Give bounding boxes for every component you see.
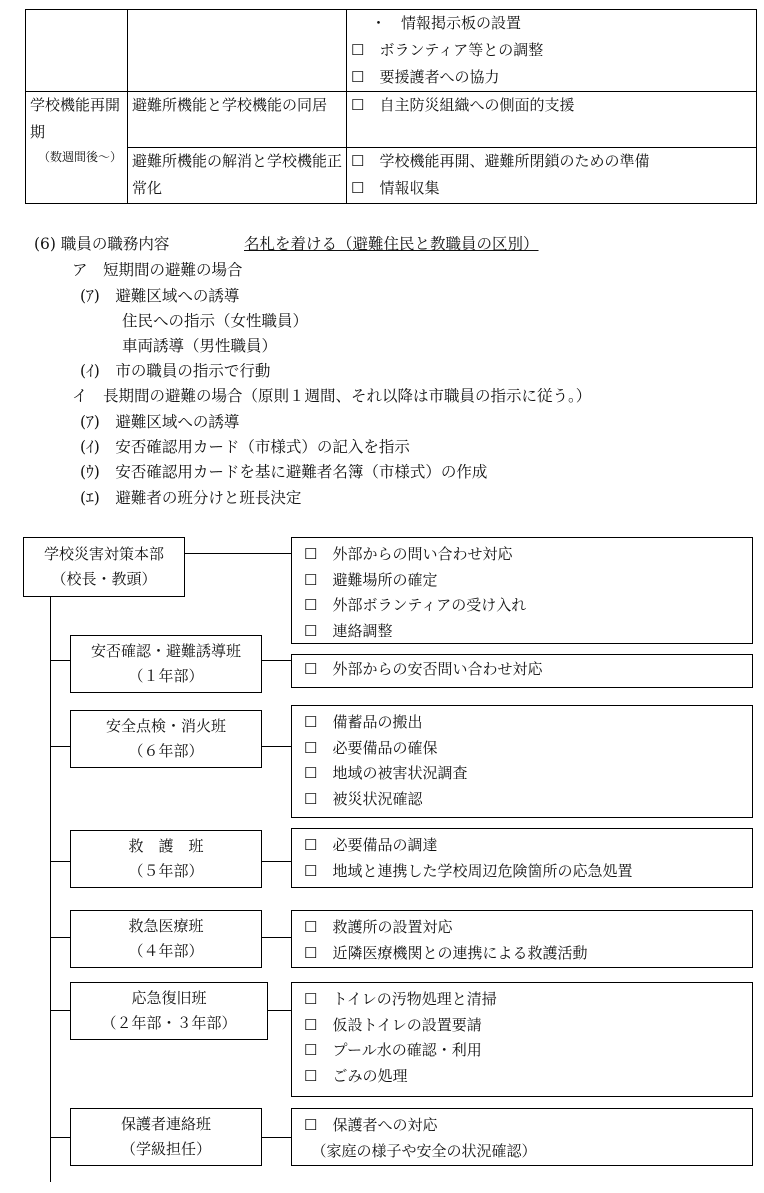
task-label: 避難所機能と学校機能の同居 <box>132 96 328 114</box>
task-item: ☐ 必要備品の調達 <box>304 836 438 854</box>
task-cell <box>128 92 347 148</box>
connector-line <box>50 746 70 747</box>
unit-name: 安全点検・消火班 <box>105 717 226 735</box>
unit-tasks-box <box>291 1108 753 1166</box>
phase-label: 学校機能再開期 <box>30 96 121 141</box>
task-item: ☐ 連絡調整 <box>304 621 393 640</box>
unit-tasks-box <box>291 705 753 818</box>
list-item: (ｲ) 安否確認用カード（市様式）の記入を指示 <box>80 438 410 456</box>
unit-tasks-box <box>291 828 753 888</box>
connector-line <box>50 660 70 661</box>
unit-name: 保護者連絡班 <box>120 1115 211 1133</box>
list-item: ☐ 情報収集 <box>351 179 440 197</box>
connector-line <box>262 660 291 661</box>
phase-cell <box>26 10 128 92</box>
connector-line <box>50 596 51 1182</box>
connector-line <box>262 1137 291 1138</box>
response-phase-table <box>25 9 757 204</box>
task-item: ☐ 必要備品の確保 <box>304 738 438 757</box>
items-cell <box>347 10 757 92</box>
unit-name: 救急医療班 <box>128 917 204 935</box>
unit-members: （６年部） <box>128 742 204 760</box>
task-item: ☐ 被災状況確認 <box>304 789 423 808</box>
connector-line <box>268 1010 291 1011</box>
task-item: ☐ プール水の確認・利用 <box>304 1041 482 1059</box>
list-item: 住民への指示（女性職員） <box>122 312 309 330</box>
task-cell <box>128 10 347 92</box>
table-row <box>26 10 757 92</box>
unit-name: 救 護 班 <box>128 837 204 855</box>
task-item: ☐ トイレの汚物処理と清掃 <box>304 990 497 1008</box>
list-item: (ｲ) 市の職員の指示で行動 <box>80 362 271 380</box>
task-label: 避難所機能の解消と学校機能正常化 <box>132 152 343 197</box>
unit-box <box>70 710 262 768</box>
hq-tasks-box <box>291 537 753 644</box>
section-heading-note: 名札を着ける（避難住民と教職員の区別） <box>244 235 539 253</box>
unit-tasks-box <box>291 654 753 688</box>
phase-cell <box>26 92 128 204</box>
task-item: ☐ 備蓄品の搬出 <box>304 713 423 731</box>
list-item: (ｴ) 避難者の班分けと班長決定 <box>80 489 302 507</box>
connector-line <box>262 937 291 938</box>
task-item: ☐ ごみの処理 <box>304 1066 408 1085</box>
task-item: ☐ 外部からの安否問い合わせ対応 <box>304 660 543 678</box>
connector-line <box>50 1010 70 1011</box>
connector-line <box>50 937 70 938</box>
list-item: イ 長期間の避難の場合（原則１週間、それ以降は市職員の指示に従う。） <box>72 387 592 405</box>
unit-members: （１年部） <box>128 667 204 685</box>
connector-line <box>50 861 70 862</box>
list-item: ア 短期間の避難の場合 <box>72 261 243 279</box>
task-item: ☐ 仮設トイレの設置要請 <box>304 1015 482 1034</box>
unit-members: （２年部・３年部） <box>101 1014 237 1032</box>
list-item: (ｱ) 避難区域への誘導 <box>80 413 240 431</box>
unit-tasks-box <box>291 910 753 968</box>
unit-box <box>70 1108 262 1166</box>
items-cell <box>347 92 757 148</box>
task-item: ☐ 外部からの問い合わせ対応 <box>304 545 513 563</box>
task-item: ☐ 避難場所の確定 <box>304 570 438 589</box>
task-item: （家庭の様子や安全の状況確認） <box>304 1141 537 1160</box>
unit-name: 安否確認・避難誘導班 <box>90 642 241 660</box>
phase-note: （数週間後～） <box>38 150 123 164</box>
list-item: ☐ 学校機能再開、避難所閉鎖のための準備 <box>351 152 650 170</box>
list-item: ☐ 要援護者への協力 <box>351 68 500 86</box>
unit-name: 学校災害対策本部 <box>43 545 164 563</box>
list-item: (ｳ) 安否確認用カードを基に避難者名簿（市様式）の作成 <box>80 463 488 481</box>
list-item: (ｱ) 避難区域への誘導 <box>80 287 240 305</box>
task-item: ☐ 地域の被害状況調査 <box>304 764 468 782</box>
unit-members: （５年部） <box>128 862 204 880</box>
unit-box <box>70 982 268 1040</box>
hq-box <box>23 537 185 597</box>
unit-members: （学級担任） <box>120 1140 211 1158</box>
task-item: ☐ 近隣医療機関との連携による救護活動 <box>304 943 588 962</box>
unit-name: 応急復旧班 <box>131 989 207 1007</box>
unit-box <box>70 635 262 693</box>
task-item: ☐ 救護所の設置対応 <box>304 918 453 936</box>
connector-line <box>185 553 291 554</box>
connector-line <box>262 861 291 862</box>
task-item: ☐ 保護者への対応 <box>304 1116 438 1134</box>
list-item: ☐ ボランティア等との調整 <box>351 41 544 59</box>
task-item: ☐ 地域と連携した学校周辺危険箇所の応急処置 <box>304 861 633 880</box>
table-row <box>26 92 757 148</box>
unit-box <box>70 910 262 968</box>
table-row <box>26 148 757 204</box>
unit-tasks-box <box>291 982 753 1097</box>
task-cell <box>128 148 347 204</box>
unit-members: （４年部） <box>128 942 204 960</box>
list-item: ・ 情報掲示板の設置 <box>371 14 522 32</box>
connector-line <box>50 1137 70 1138</box>
connector-line <box>262 746 291 747</box>
unit-members: （校長・教頭） <box>51 570 157 588</box>
unit-box <box>70 830 262 888</box>
list-item: 車両誘導（男性職員） <box>122 337 278 355</box>
list-item: ☐ 自主防災組織への側面的支援 <box>351 96 575 114</box>
task-item: ☐ 外部ボランティアの受け入れ <box>304 596 527 614</box>
section-heading: (6) 職員の職務内容 <box>34 235 170 253</box>
items-cell <box>347 148 757 204</box>
